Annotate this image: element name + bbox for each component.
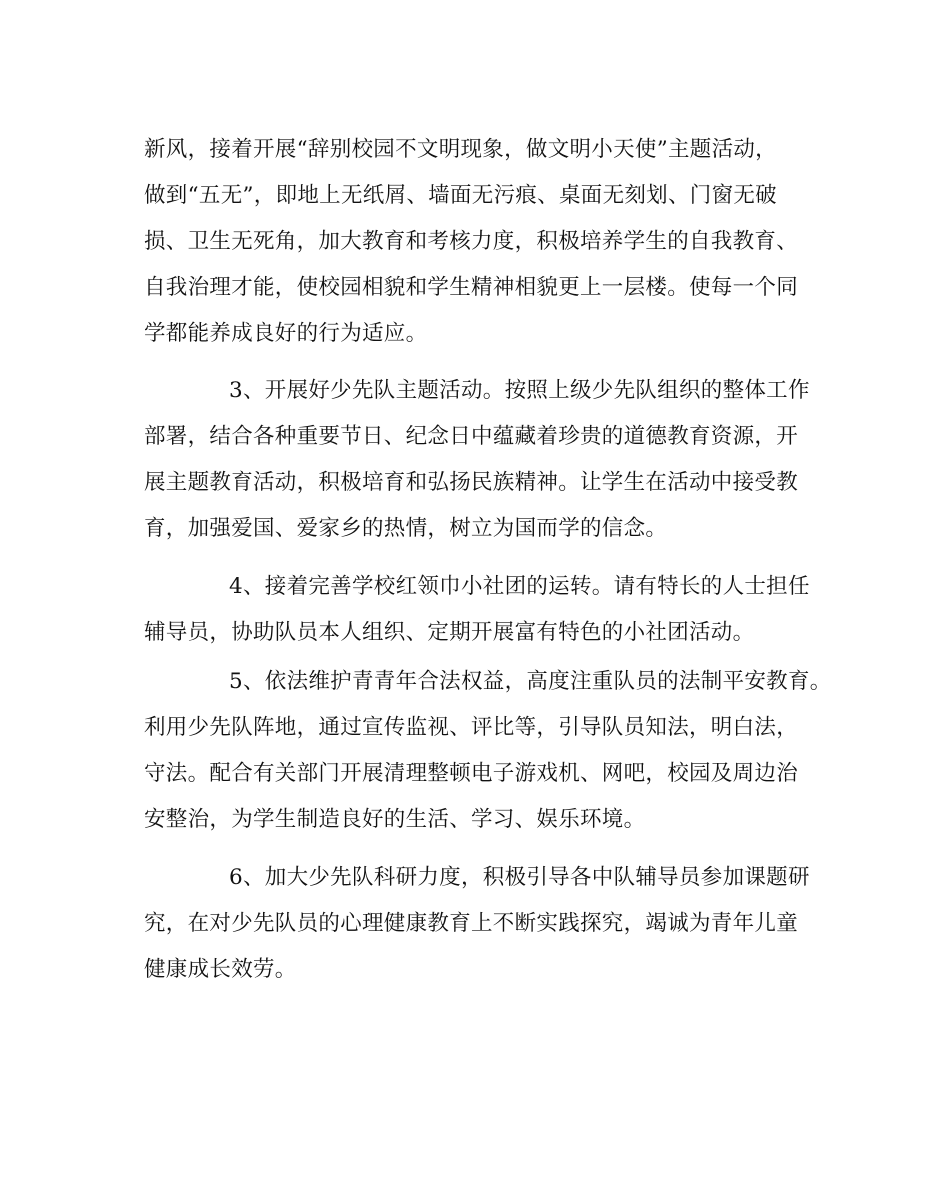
paragraph-4-first-line: 4、接着完善学校红领巾小社团的运转。请有特长的人士担任	[229, 574, 810, 599]
text-line: 新风，接着开展“辞别校园不文明现象，做文明小天使”主题活动，	[144, 137, 777, 162]
text-line: 做到“五无”，即地上无纸屑、墙面无污痕、桌面无刻划、门窗无破	[144, 183, 777, 208]
text-line: 守法。配合有关部门开展清理整顿电子游戏机、网吧，校园及周边治	[144, 761, 799, 786]
text-line: 部署，结合各种重要节日、纪念日中蕴藏着珍贵的道德教育资源，开	[144, 424, 799, 449]
paragraph-5-first-line: 5、依法维护青青年合法权益，高度注重队员的法制平安教育。	[229, 669, 832, 694]
text-line: 辅导员，协助队员本人组织、定期开展富有特色的小社团活动。	[144, 620, 755, 645]
text-line: 安整治，为学生制造良好的生活、学习、娱乐环境。	[144, 807, 646, 832]
text-line: 学都能养成良好的行为适应。	[144, 321, 428, 346]
text-line: 究，在对少先队员的心理健康教育上不断实践探究，竭诚为青年儿童	[144, 911, 799, 936]
text-line: 自我治理才能，使校园相貌和学生精神相貌更上一层楼。使每一个同	[144, 275, 799, 300]
paragraph-6-first-line: 6、加大少先队科研力度，积极引导各中队辅导员参加课题研	[229, 865, 810, 890]
text-line: 展主题教育活动，积极培育和弘扬民族精神。让学生在活动中接受教	[144, 470, 799, 495]
paragraph-3-first-line: 3、开展好少先队主题活动。按照上级少先队组织的整体工作	[229, 378, 810, 403]
text-line: 健康成长效劳。	[144, 957, 297, 982]
text-line: 利用少先队阵地，通过宣传监视、评比等，引导队员知法，明白法，	[144, 715, 799, 740]
text-line: 损、卫生无死角，加大教育和考核力度，积极培养学生的自我教育、	[144, 229, 799, 254]
text-line: 育，加强爱国、爱家乡的热情，树立为国而学的信念。	[144, 516, 668, 541]
